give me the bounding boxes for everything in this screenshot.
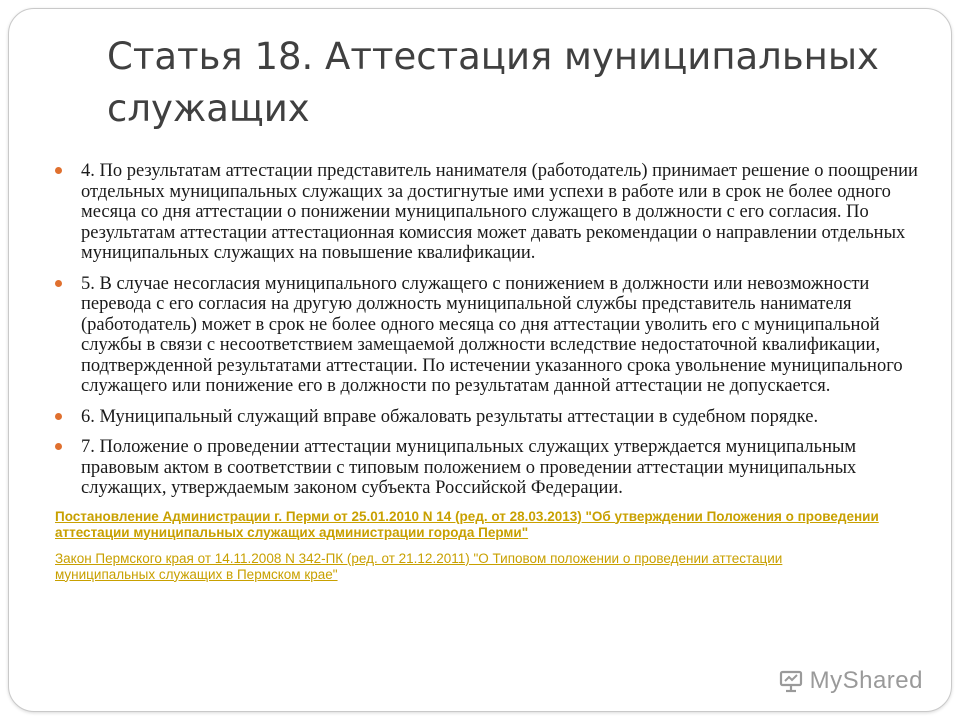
watermark [778, 667, 923, 695]
bullet-icon [55, 167, 62, 174]
bullet-icon [55, 413, 62, 420]
perm-krai-law-link[interactable]: Закон Пермского края от 14.11.2008 N 342-ПК (ред. от 21.12.2011) "О Типовом положении о проведении аттестации муниципальных служащих в Пермском крае" [55, 550, 783, 582]
presentation-board-icon [778, 668, 804, 694]
slide-content [47, 161, 927, 583]
bullet-icon [55, 443, 62, 450]
list-item [47, 437, 927, 499]
watermark-text: MyShared [809, 667, 923, 694]
list-item-text: 5. В случае несогласия муниципального служащего с понижением в должности или невозможности перевода с его согласия на другую должность муниципальной службы представитель нанимателя (работодатель) может в срок не более одного месяца со дня аттестации уволить его с муниципальной службы в связи с несоответствием замещаемой должности вследствие недостаточной квалификации, подтвержденной результатами аттестации. По истечении указанного срока увольнение муниципального служащего или понижение его в должности по результатам данной аттестации не допускается. [81, 273, 903, 396]
slide-frame [8, 8, 952, 712]
list-item [47, 407, 927, 428]
list-item [47, 161, 927, 264]
list-item-text: 7. Положение о проведении аттестации муниципальных служащих утверждается муниципальным правовым актом в соответствии с типовым положением о проведении аттестации муниципальных служащих, утверждаемым законом субъекта Российской Федерации. [81, 437, 857, 498]
list-item-text: 6. Муниципальный служащий вправе обжаловать результаты аттестации в судебном порядке. [81, 406, 819, 427]
list-item [47, 274, 927, 397]
bullet-list [47, 161, 927, 499]
bullet-icon [55, 280, 62, 287]
perm-administration-resolution-link[interactable]: Постановление Администрации г. Перми от 25.01.2010 N 14 (ред. от 28.03.2013) "Об утверждении Положения о проведении аттестации муниципальных служащих администрации города Перми" [55, 508, 879, 540]
list-item-text: 4. По результатам аттестации представитель нанимателя (работодатель) принимает решение о поощрении отдельных муниципальных служащих за достигнутые ими успехи в работе или в срок не более одного месяца со дня аттестации о понижении муниципального служащего в должности с его согласия. По результатам аттестации аттестационная комиссия может давать рекомендации о направлении отдельных муниципальных служащих на повышение квалификации. [81, 161, 918, 263]
slide-title: Статья 18. Аттестация муниципальных служащих [107, 35, 879, 130]
